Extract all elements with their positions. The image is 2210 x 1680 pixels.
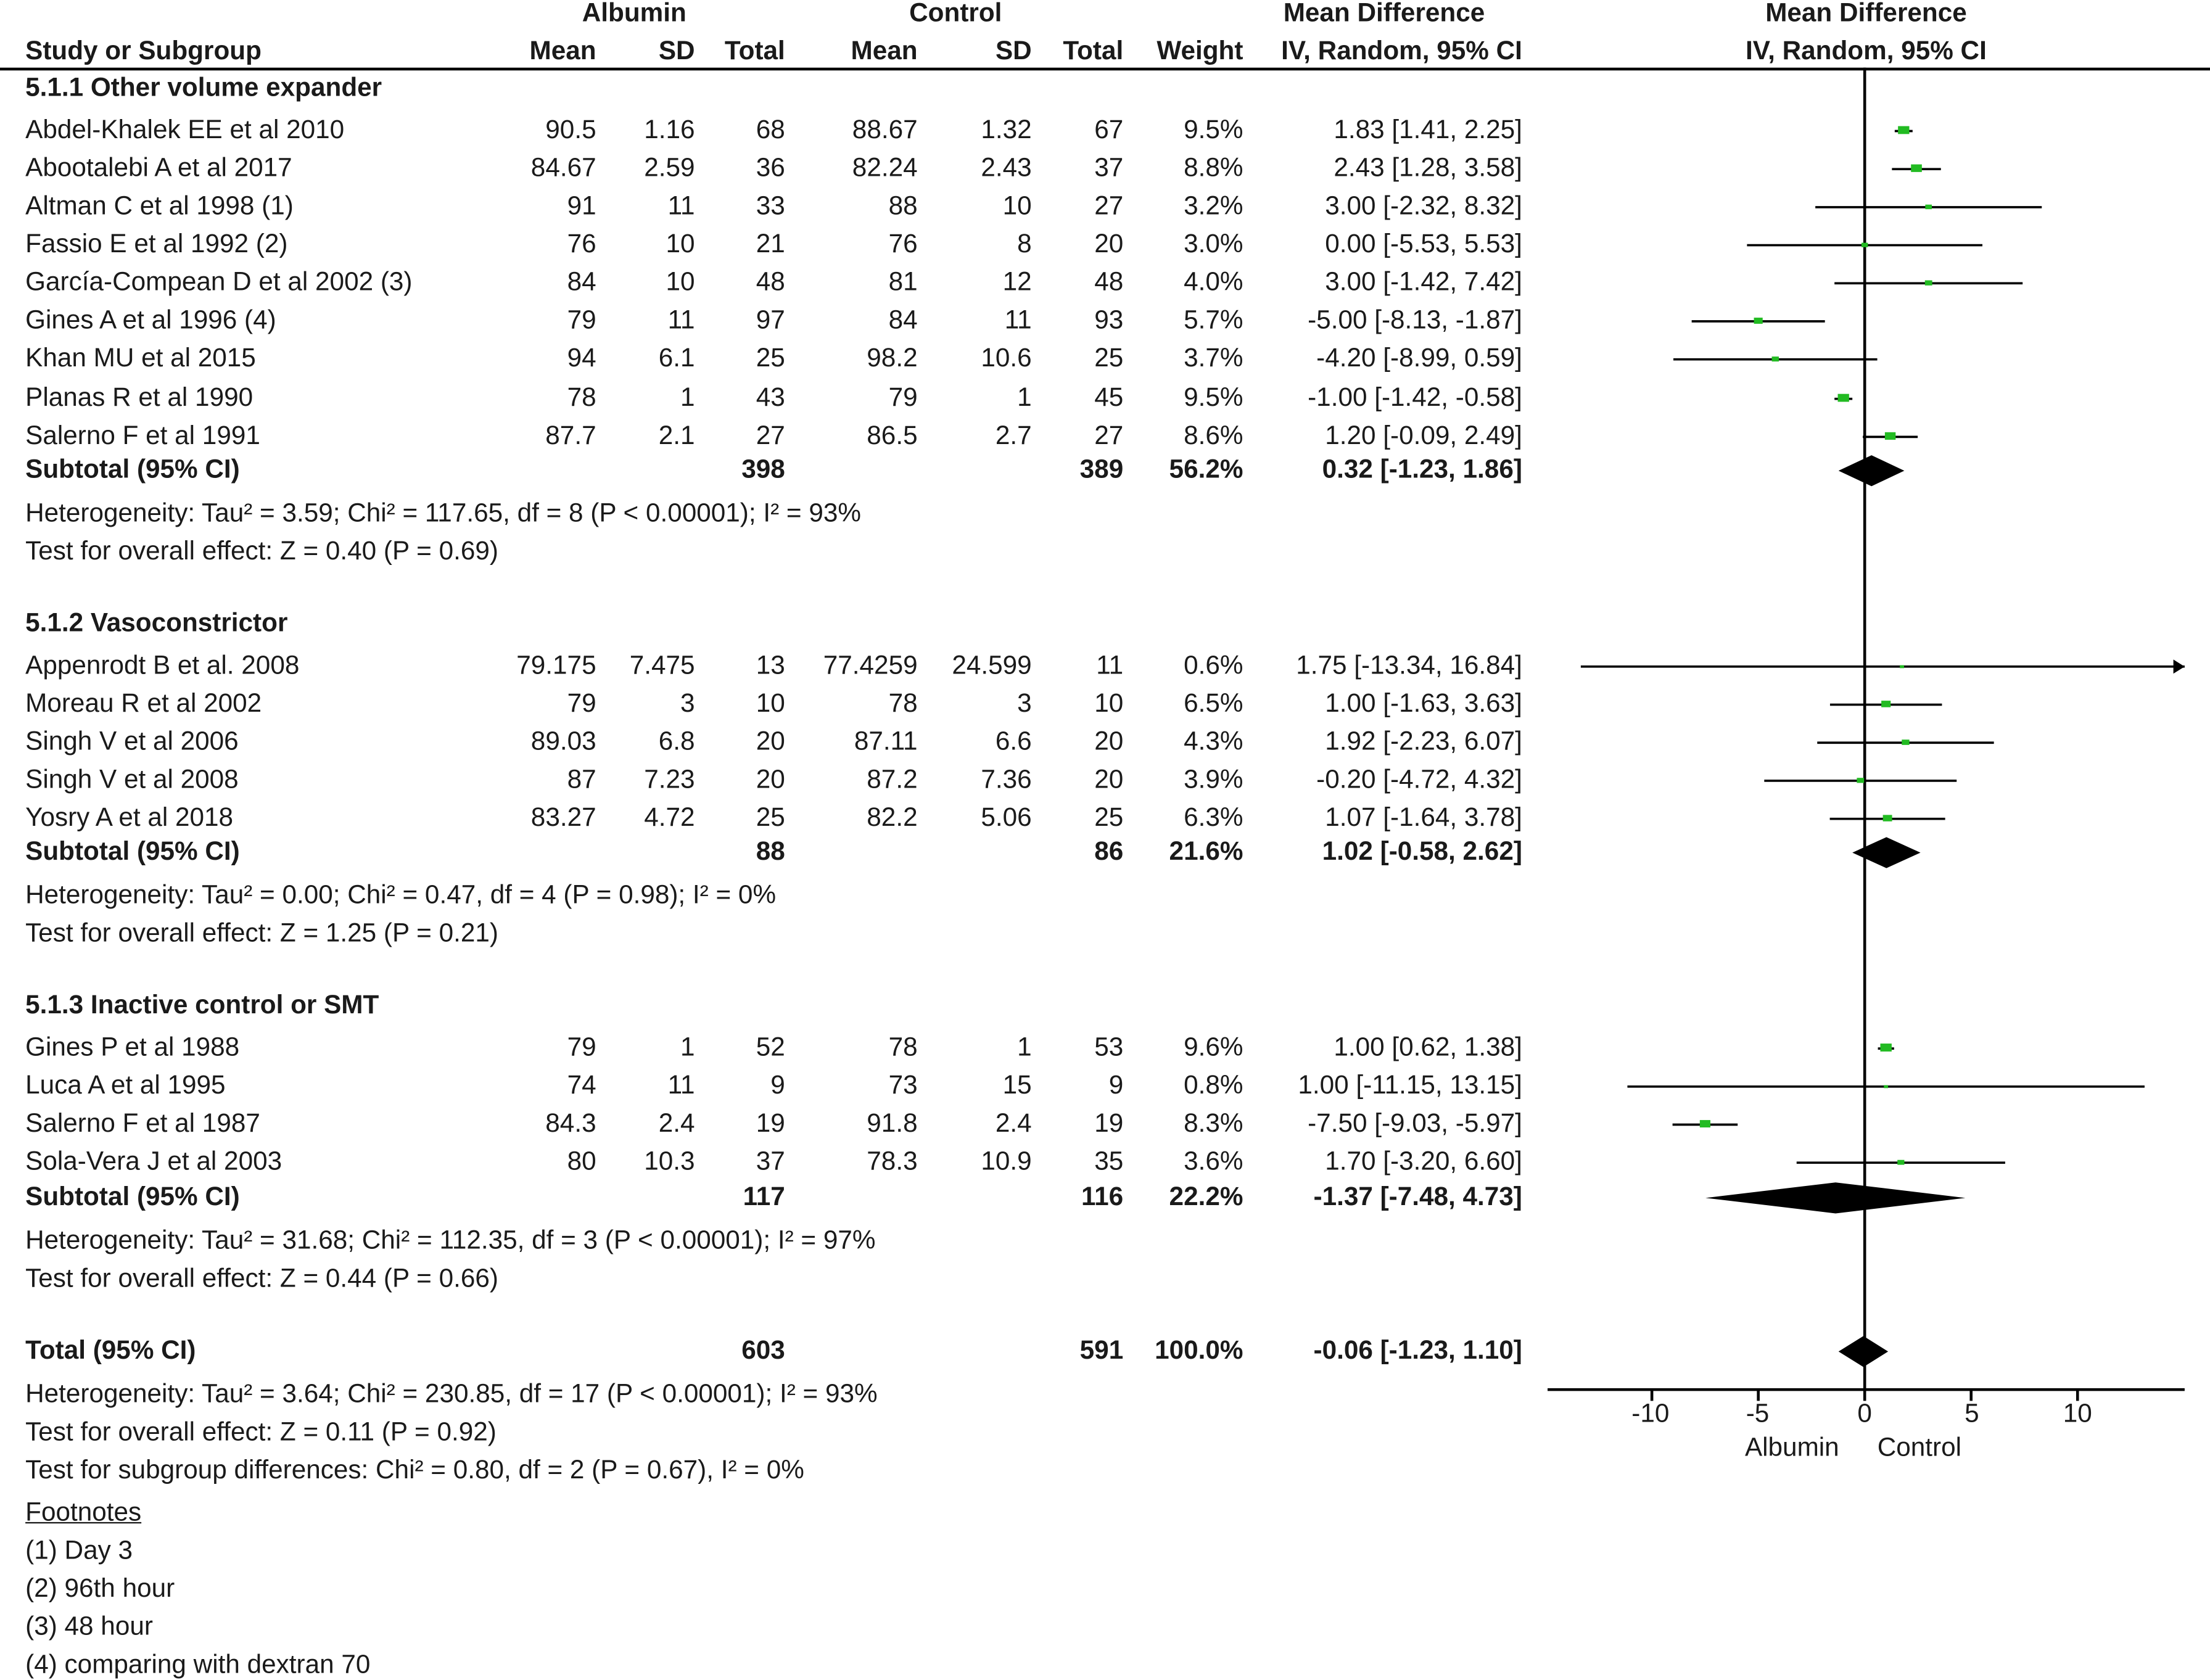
cell-ci: -0.20 [-4.72, 4.32] bbox=[1316, 764, 1522, 794]
study-name: Gines A et al 1996 (4) bbox=[25, 304, 276, 334]
total-overall-effect-text: Test for overall effect: Z = 0.11 (P = 0.92) bbox=[25, 1416, 497, 1446]
cell-weight: 6.3% bbox=[1184, 802, 1243, 832]
cell-m2: 78 bbox=[888, 1031, 918, 1061]
cell-weight: 8.3% bbox=[1184, 1108, 1243, 1138]
cell-n2: 35 bbox=[1094, 1145, 1124, 1176]
heterogeneity-text: Heterogeneity: Tau² = 3.59; Chi² = 117.65, df = 8 (P < 0.00001); I² = 93% bbox=[25, 497, 861, 527]
cell-m2: 87.11 bbox=[854, 725, 918, 756]
overall-effect-text: Test for overall effect: Z = 0.40 (P = 0.69) bbox=[25, 535, 498, 566]
subtotal-n2: 389 bbox=[1079, 453, 1124, 484]
study-name: Khan MU et al 2015 bbox=[25, 342, 256, 373]
cell-ci: 2.43 [1.28, 3.58] bbox=[1334, 152, 1522, 182]
cell-sd1: 2.4 bbox=[658, 1108, 695, 1138]
cell-sd2: 10.9 bbox=[981, 1145, 1032, 1176]
cell-weight: 8.8% bbox=[1184, 152, 1243, 182]
cell-sd1: 4.72 bbox=[644, 802, 695, 832]
cell-sd1: 1 bbox=[680, 382, 695, 412]
cell-n2: 27 bbox=[1094, 190, 1124, 220]
cell-sd1: 10 bbox=[666, 228, 695, 258]
cell-m2: 98.2 bbox=[867, 342, 918, 373]
cell-n2: 27 bbox=[1094, 419, 1124, 450]
cell-sd1: 11 bbox=[667, 304, 695, 334]
cell-ci: 1.20 [-0.09, 2.49] bbox=[1325, 419, 1522, 450]
cell-weight: 3.7% bbox=[1184, 342, 1243, 373]
cell-sd1: 11 bbox=[667, 1069, 695, 1100]
cell-weight: 3.9% bbox=[1184, 764, 1243, 794]
cell-sd1: 11 bbox=[667, 190, 695, 220]
cell-m1: 79.175 bbox=[516, 649, 596, 680]
group1-header: Albumin bbox=[582, 0, 687, 27]
study-point bbox=[1911, 165, 1922, 172]
cell-m1: 80 bbox=[567, 1145, 596, 1176]
subtotal-weight: 22.2% bbox=[1169, 1180, 1243, 1211]
cell-n1: 37 bbox=[756, 1145, 785, 1176]
cell-m1: 74 bbox=[567, 1069, 596, 1100]
cell-sd2: 2.4 bbox=[995, 1108, 1032, 1138]
study-name: Gines P et al 1988 bbox=[25, 1031, 240, 1061]
subtotal-ci: -1.37 [-7.48, 4.73] bbox=[1313, 1180, 1522, 1211]
cell-n2: 20 bbox=[1094, 228, 1124, 258]
subtotal-n1: 88 bbox=[756, 836, 785, 866]
cell-ci: 1.83 [1.41, 2.25] bbox=[1334, 114, 1522, 144]
cell-n1: 20 bbox=[756, 764, 785, 794]
cell-sd1: 7.475 bbox=[629, 649, 695, 680]
col-mean1: Mean bbox=[529, 35, 596, 65]
col-sd2: SD bbox=[995, 35, 1032, 65]
cell-m2: 76 bbox=[888, 228, 918, 258]
cell-ci: 1.70 [-3.20, 6.60] bbox=[1325, 1145, 1522, 1176]
cell-m1: 89.03 bbox=[530, 725, 596, 756]
cell-m2: 91.8 bbox=[867, 1108, 918, 1138]
cell-n1: 13 bbox=[756, 649, 785, 680]
study-point bbox=[1857, 778, 1864, 783]
cell-m1: 79 bbox=[567, 1031, 596, 1061]
cell-n1: 52 bbox=[756, 1031, 785, 1061]
study-point bbox=[1900, 665, 1904, 669]
cell-m1: 83.27 bbox=[530, 802, 596, 832]
subtotal-label: Subtotal (95% CI) bbox=[25, 453, 240, 484]
cell-sd2: 5.06 bbox=[981, 802, 1032, 832]
cell-n1: 21 bbox=[756, 228, 785, 258]
cell-ci: 1.00 [-11.15, 13.15] bbox=[1298, 1069, 1522, 1100]
study-name: Abootalebi A et al 2017 bbox=[25, 152, 292, 182]
cell-n2: 53 bbox=[1094, 1031, 1124, 1061]
cell-n2: 67 bbox=[1094, 114, 1124, 144]
study-point bbox=[1862, 243, 1868, 247]
cell-ci: -4.20 [-8.99, 0.59] bbox=[1316, 342, 1522, 373]
cell-m2: 73 bbox=[888, 1069, 918, 1100]
cell-m2: 88.67 bbox=[852, 114, 918, 144]
cell-weight: 0.6% bbox=[1184, 649, 1243, 680]
cell-m2: 86.5 bbox=[867, 419, 918, 450]
subtotal-label: Subtotal (95% CI) bbox=[25, 836, 240, 866]
study-name: Planas R et al 1990 bbox=[25, 382, 254, 412]
summary-diamond bbox=[1705, 1182, 1965, 1213]
cell-sd2: 2.7 bbox=[995, 419, 1032, 450]
cell-n1: 25 bbox=[756, 802, 785, 832]
cell-n1: 33 bbox=[756, 190, 785, 220]
tick-label-5: 5 bbox=[1965, 1398, 1979, 1428]
cell-sd2: 1 bbox=[1017, 1031, 1032, 1061]
cell-n2: 25 bbox=[1094, 342, 1124, 373]
subtotal-ci: 1.02 [-0.58, 2.62] bbox=[1322, 836, 1522, 866]
col-mean2: Mean bbox=[851, 35, 918, 65]
cell-ci: -7.50 [-9.03, -5.97] bbox=[1308, 1108, 1522, 1138]
cell-sd2: 12 bbox=[1002, 266, 1032, 296]
cell-weight: 5.7% bbox=[1184, 304, 1243, 334]
cell-ci: 3.00 [-1.42, 7.42] bbox=[1325, 266, 1522, 296]
cell-weight: 6.5% bbox=[1184, 688, 1243, 718]
study-name: Singh V et al 2008 bbox=[25, 764, 239, 794]
footnotes-title: Footnotes bbox=[25, 1496, 142, 1526]
cell-sd1: 7.23 bbox=[644, 764, 695, 794]
cell-n2: 20 bbox=[1094, 725, 1124, 756]
cell-m1: 91 bbox=[567, 190, 596, 220]
cell-m2: 82.2 bbox=[867, 802, 918, 832]
tick-label-neg10: -10 bbox=[1631, 1398, 1670, 1428]
cell-weight: 4.3% bbox=[1184, 725, 1243, 756]
cell-m1: 78 bbox=[567, 382, 596, 412]
cell-n2: 37 bbox=[1094, 152, 1124, 182]
cell-n2: 19 bbox=[1094, 1108, 1124, 1138]
cell-sd2: 1 bbox=[1017, 382, 1032, 412]
cell-sd2: 8 bbox=[1017, 228, 1032, 258]
cell-ci: 0.00 [-5.53, 5.53] bbox=[1325, 228, 1522, 258]
subtotal-n1: 117 bbox=[743, 1180, 785, 1211]
summary-diamond bbox=[1852, 837, 1920, 868]
total-ci: -0.06 [-1.23, 1.10] bbox=[1313, 1334, 1522, 1364]
cell-m2: 77.4259 bbox=[823, 649, 918, 680]
cell-n1: 25 bbox=[756, 342, 785, 373]
subtotal-label: Subtotal (95% CI) bbox=[25, 1180, 240, 1211]
total-label: Total (95% CI) bbox=[25, 1334, 196, 1364]
cell-m2: 88 bbox=[888, 190, 918, 220]
tick-label-neg5: -5 bbox=[1746, 1398, 1770, 1428]
cell-m1: 90.5 bbox=[545, 114, 596, 144]
study-point bbox=[1754, 318, 1763, 324]
ci-arrow bbox=[2174, 659, 2185, 673]
cell-sd1: 1.16 bbox=[644, 114, 695, 144]
cell-weight: 9.5% bbox=[1184, 382, 1243, 412]
study-name: Moreau R et al 2002 bbox=[25, 688, 262, 718]
cell-sd1: 2.1 bbox=[658, 419, 695, 450]
cell-n2: 10 bbox=[1094, 688, 1124, 718]
cell-sd1: 6.1 bbox=[658, 342, 695, 373]
heterogeneity-text: Heterogeneity: Tau² = 0.00; Chi² = 0.47, df = 4 (P = 0.98); I² = 0% bbox=[25, 879, 777, 909]
cell-weight: 3.6% bbox=[1184, 1145, 1243, 1176]
cell-sd2: 11 bbox=[1004, 304, 1032, 334]
footnote-4: (4) comparing with dextran 70 bbox=[25, 1649, 371, 1679]
cell-sd2: 3 bbox=[1017, 688, 1032, 718]
study-name: García-Compean D et al 2002 (3) bbox=[25, 266, 413, 296]
cell-n1: 43 bbox=[756, 382, 785, 412]
cell-m2: 78.3 bbox=[867, 1145, 918, 1176]
col-total1: Total bbox=[724, 35, 785, 65]
cell-sd2: 6.6 bbox=[995, 725, 1032, 756]
cell-n1: 48 bbox=[756, 266, 785, 296]
cell-n1: 97 bbox=[756, 304, 785, 334]
cell-m1: 87.7 bbox=[545, 419, 596, 450]
favours-right-label: Control bbox=[1877, 1431, 1962, 1462]
cell-n1: 20 bbox=[756, 725, 785, 756]
cell-m1: 76 bbox=[567, 228, 596, 258]
cell-sd1: 2.59 bbox=[644, 152, 695, 182]
footnote-3: (3) 48 hour bbox=[25, 1610, 153, 1641]
cell-sd1: 3 bbox=[680, 688, 695, 718]
study-point bbox=[1700, 1120, 1710, 1127]
cell-n1: 10 bbox=[756, 688, 785, 718]
cell-weight: 0.8% bbox=[1184, 1069, 1243, 1100]
study-point bbox=[1884, 1085, 1888, 1089]
cell-n1: 36 bbox=[756, 152, 785, 182]
cell-n1: 19 bbox=[756, 1108, 785, 1138]
study-point bbox=[1902, 739, 1909, 745]
study-name: Altman C et al 1998 (1) bbox=[25, 190, 294, 220]
cell-m1: 84.3 bbox=[545, 1108, 596, 1138]
cell-sd2: 10.6 bbox=[981, 342, 1032, 373]
cell-n2: 11 bbox=[1096, 649, 1124, 680]
cell-n2: 48 bbox=[1094, 266, 1124, 296]
col-weight: Weight bbox=[1157, 35, 1243, 65]
footnote-2: (2) 96th hour bbox=[25, 1573, 175, 1603]
subgroup-title: 5.1.1 Other volume expander bbox=[25, 72, 382, 102]
plot-method-header: IV, Random, 95% CI bbox=[1746, 35, 1987, 65]
subgroup-title: 5.1.2 Vasoconstrictor bbox=[25, 607, 288, 637]
study-point bbox=[1881, 701, 1890, 707]
subtotal-weight: 56.2% bbox=[1169, 453, 1243, 484]
tick-label-10: 10 bbox=[2063, 1398, 2092, 1428]
md-column-header: Mean Difference bbox=[1283, 0, 1485, 27]
cell-ci: -1.00 [-1.42, -0.58] bbox=[1308, 382, 1522, 412]
cell-ci: 1.00 [-1.63, 3.63] bbox=[1325, 688, 1522, 718]
cell-weight: 9.6% bbox=[1184, 1031, 1243, 1061]
cell-sd2: 15 bbox=[1002, 1069, 1032, 1100]
heterogeneity-text: Heterogeneity: Tau² = 31.68; Chi² = 112.35, df = 3 (P < 0.00001); I² = 97% bbox=[25, 1224, 876, 1254]
cell-ci: 1.92 [-2.23, 6.07] bbox=[1325, 725, 1522, 756]
total-weight: 100.0% bbox=[1155, 1334, 1243, 1364]
study-point bbox=[1883, 815, 1892, 821]
study-name: Luca A et al 1995 bbox=[25, 1069, 226, 1100]
subtotal-n1: 398 bbox=[741, 453, 785, 484]
study-point bbox=[1880, 1044, 1891, 1052]
cell-sd2: 2.43 bbox=[981, 152, 1032, 182]
study-name: Singh V et al 2006 bbox=[25, 725, 239, 756]
cell-m2: 79 bbox=[888, 382, 918, 412]
cell-m1: 94 bbox=[567, 342, 596, 373]
study-name: Appenrodt B et al. 2008 bbox=[25, 649, 300, 680]
study-name: Sola-Vera J et al 2003 bbox=[25, 1145, 282, 1176]
study-point bbox=[1772, 356, 1779, 361]
cell-m1: 87 bbox=[567, 764, 596, 794]
cell-sd1: 6.8 bbox=[658, 725, 695, 756]
total-n1: 603 bbox=[741, 1334, 785, 1364]
cell-m2: 84 bbox=[888, 304, 918, 334]
cell-n2: 9 bbox=[1108, 1069, 1124, 1100]
cell-n1: 9 bbox=[770, 1069, 785, 1100]
favours-left-label: Albumin bbox=[1744, 1431, 1839, 1462]
study-name: Fassio E et al 1992 (2) bbox=[25, 228, 288, 258]
cell-sd2: 24.599 bbox=[952, 649, 1032, 680]
subtotal-n2: 116 bbox=[1081, 1180, 1124, 1211]
summary-diamond bbox=[1839, 1336, 1888, 1367]
cell-m1: 84.67 bbox=[530, 152, 596, 182]
cell-m1: 79 bbox=[567, 688, 596, 718]
cell-n2: 25 bbox=[1094, 802, 1124, 832]
study-point bbox=[1898, 126, 1909, 134]
study-name: Yosry A et al 2018 bbox=[25, 802, 234, 832]
cell-n1: 68 bbox=[756, 114, 785, 144]
cell-ci: 1.07 [-1.64, 3.78] bbox=[1325, 802, 1522, 832]
cell-sd2: 1.32 bbox=[981, 114, 1032, 144]
col-total2: Total bbox=[1063, 35, 1124, 65]
md-plot-header: Mean Difference bbox=[1765, 0, 1967, 27]
cell-sd1: 10 bbox=[666, 266, 695, 296]
footnote-1: (1) Day 3 bbox=[25, 1534, 133, 1565]
cell-m2: 87.2 bbox=[867, 764, 918, 794]
cell-weight: 3.0% bbox=[1184, 228, 1243, 258]
cell-weight: 4.0% bbox=[1184, 266, 1243, 296]
cell-sd1: 10.3 bbox=[644, 1145, 695, 1176]
cell-weight: 8.6% bbox=[1184, 419, 1243, 450]
subgroup-title: 5.1.3 Inactive control or SMT bbox=[25, 989, 379, 1019]
summary-diamond bbox=[1839, 455, 1905, 486]
total-heterogeneity-text: Heterogeneity: Tau² = 3.64; Chi² = 230.85, df = 17 (P < 0.00001); I² = 93% bbox=[25, 1378, 878, 1408]
tick-label-0: 0 bbox=[1857, 1398, 1872, 1428]
cell-n2: 93 bbox=[1094, 304, 1124, 334]
cell-m1: 84 bbox=[567, 266, 596, 296]
subtotal-ci: 0.32 [-1.23, 1.86] bbox=[1322, 453, 1522, 484]
col-ci: IV, Random, 95% CI bbox=[1281, 35, 1522, 65]
col-study: Study or Subgroup bbox=[25, 35, 262, 65]
subtotal-n2: 86 bbox=[1094, 836, 1124, 866]
subgroup-differences-text: Test for subgroup differences: Chi² = 0.80, df = 2 (P = 0.67), I² = 0% bbox=[25, 1454, 804, 1484]
study-point bbox=[1897, 1160, 1904, 1165]
cell-ci: -5.00 [-8.13, -1.87] bbox=[1308, 304, 1522, 334]
study-name: Abdel-Khalek EE et al 2010 bbox=[25, 114, 345, 144]
study-point bbox=[1925, 281, 1932, 286]
cell-sd1: 1 bbox=[680, 1031, 695, 1061]
study-point bbox=[1885, 432, 1895, 440]
group2-header: Control bbox=[909, 0, 1002, 27]
cell-n2: 20 bbox=[1094, 764, 1124, 794]
cell-m2: 82.24 bbox=[852, 152, 918, 182]
study-point bbox=[1925, 205, 1932, 209]
cell-n1: 27 bbox=[756, 419, 785, 450]
cell-weight: 9.5% bbox=[1184, 114, 1243, 144]
overall-effect-text: Test for overall effect: Z = 0.44 (P = 0.66) bbox=[25, 1262, 498, 1293]
col-sd1: SD bbox=[658, 35, 695, 65]
cell-m2: 78 bbox=[888, 688, 918, 718]
cell-weight: 3.2% bbox=[1184, 190, 1243, 220]
subtotal-weight: 21.6% bbox=[1169, 836, 1243, 866]
cell-ci: 1.00 [0.62, 1.38] bbox=[1334, 1031, 1522, 1061]
study-name: Salerno F et al 1987 bbox=[25, 1108, 260, 1138]
study-name: Salerno F et al 1991 bbox=[25, 419, 260, 450]
cell-m1: 79 bbox=[567, 304, 596, 334]
study-point bbox=[1838, 394, 1849, 402]
cell-m2: 81 bbox=[888, 266, 918, 296]
cell-ci: 1.75 [-13.34, 16.84] bbox=[1296, 649, 1522, 680]
total-n2: 591 bbox=[1079, 1334, 1124, 1364]
overall-effect-text: Test for overall effect: Z = 1.25 (P = 0.21) bbox=[25, 917, 498, 947]
cell-ci: 3.00 [-2.32, 8.32] bbox=[1325, 190, 1522, 220]
cell-n2: 45 bbox=[1094, 382, 1124, 412]
cell-sd2: 10 bbox=[1002, 190, 1032, 220]
cell-sd2: 7.36 bbox=[981, 764, 1032, 794]
